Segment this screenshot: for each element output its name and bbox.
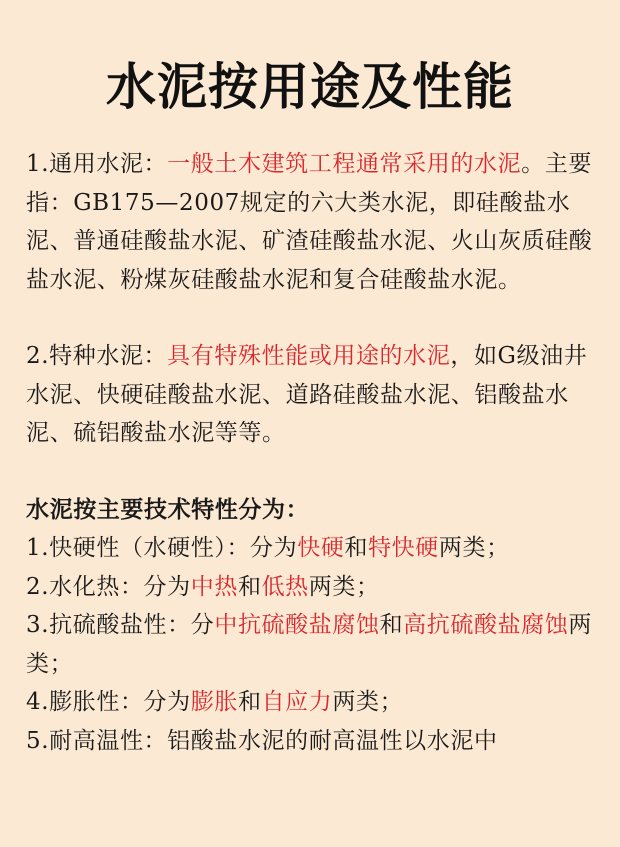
property-item-label: 2.水化热：分为 xyxy=(26,573,191,600)
paragraph-special-cement xyxy=(26,337,598,453)
property-item-suffix: 两类； xyxy=(26,612,592,677)
article-body xyxy=(26,145,598,760)
property-item-label: 3.抗硫酸盐性：分 xyxy=(26,612,215,638)
property-item-highlight: 特快硬 xyxy=(368,535,439,561)
property-item-label: 1.快硬性（水硬性）：分为 xyxy=(26,535,298,561)
property-item-4 xyxy=(26,683,598,722)
property-item-suffix: 两类； xyxy=(332,689,404,715)
paragraph-spacer xyxy=(26,299,598,337)
property-item-highlight: 中抗硫酸盐腐蚀 xyxy=(214,612,380,638)
property-item-2 xyxy=(26,568,598,607)
paragraph-spacer xyxy=(26,453,598,491)
special-cement-prefix: 2.特种水泥： xyxy=(26,343,168,369)
property-item-1 xyxy=(26,529,598,568)
page-title: 水泥按用途及性能 xyxy=(106,58,514,116)
property-item-conjunction: 和 xyxy=(344,535,369,561)
special-cement-details: ，如G级油井水泥、快硬硅酸盐水泥、道路硅酸盐水泥、铝酸盐水泥、硫铝酸盐水泥等等。 xyxy=(26,343,588,446)
property-item-5: 5.耐高温性：铝酸盐水泥的耐高温性以水泥中 xyxy=(26,727,498,754)
special-cement-definition: 具有特殊性能或用途的水泥 xyxy=(167,343,451,369)
property-item-conjunction: 和 xyxy=(379,612,404,638)
property-item-highlight: 自应力 xyxy=(261,689,333,715)
general-cement-prefix: 1.通用水泥： xyxy=(26,151,168,177)
property-item-conjunction: 和 xyxy=(237,689,262,715)
property-item-highlight: 快硬 xyxy=(297,535,345,561)
property-item-suffix: 两类； xyxy=(438,535,510,561)
section-heading-technical-properties: 水泥按主要技术特性分为： xyxy=(26,496,310,523)
property-item-highlight: 低热 xyxy=(261,573,309,600)
general-cement-details: 。主要指：GB175—2007规定的六大类水泥，即硅酸盐水泥、普通硅酸盐水泥、矿渣硅酸盐水泥、火山灰质硅酸盐水泥、粉煤灰硅酸盐水泥和复合硅酸盐水泥。 xyxy=(26,151,593,293)
property-item-label: 4.膨胀性：分为 xyxy=(26,689,191,715)
property-item-highlight: 膨胀 xyxy=(190,689,238,715)
property-item-suffix: 两类； xyxy=(308,573,380,600)
property-item-3 xyxy=(26,606,598,683)
property-item-highlight: 高抗硫酸盐腐蚀 xyxy=(403,612,569,638)
general-cement-definition: 一般土木建筑工程通常采用的水泥 xyxy=(167,151,522,177)
property-item-highlight: 中热 xyxy=(190,573,238,600)
property-item-conjunction: 和 xyxy=(237,573,262,600)
paragraph-general-cement xyxy=(26,145,598,299)
